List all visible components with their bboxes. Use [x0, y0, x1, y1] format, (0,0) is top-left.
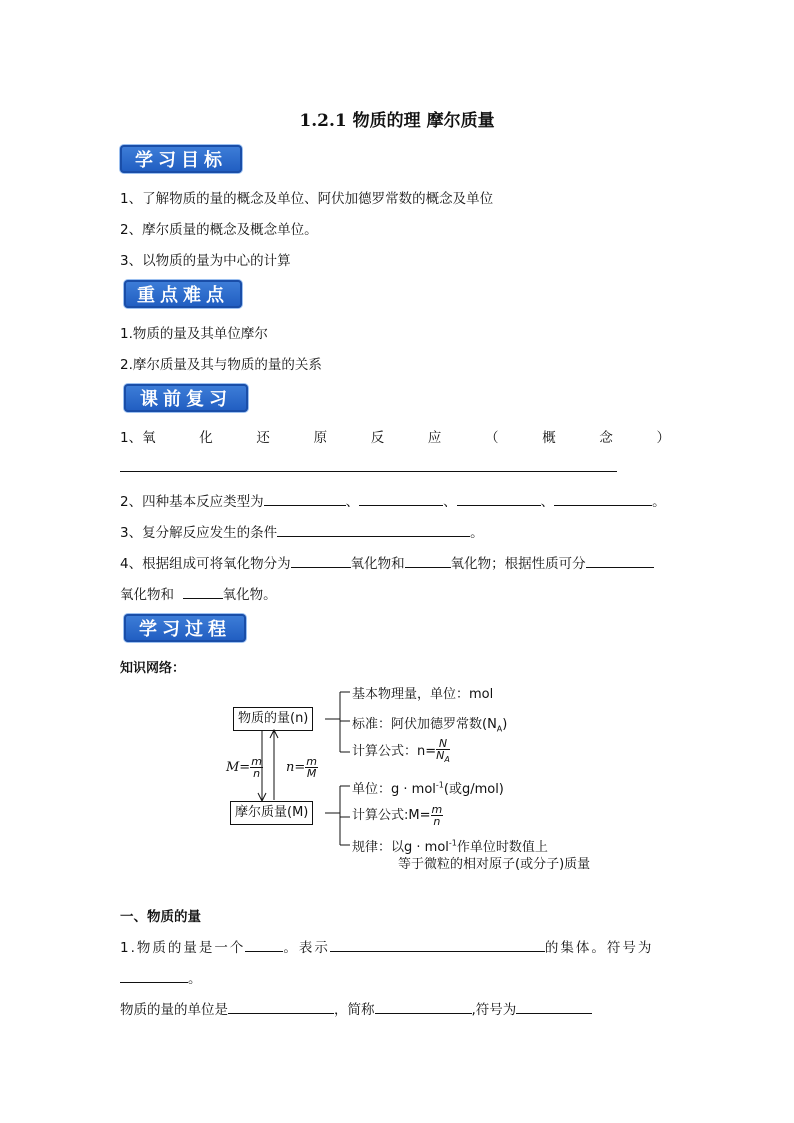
answer-blank[interactable] — [375, 999, 472, 1014]
answer-blank[interactable] — [245, 937, 283, 952]
knowledge-network-label: 知识网络： — [120, 661, 186, 676]
part1-line1: 1.物质的量是一个 。表示 的集体。符号为 — [120, 936, 653, 956]
diagram-item-rule-line2: 等于微粒的相对原子(或分子)质量 — [398, 857, 591, 872]
answer-blank[interactable] — [228, 999, 334, 1014]
goal-item: 1、了解物质的量的概念及单位、阿伏加德罗常数的概念及单位 — [120, 191, 494, 207]
part1-line3: 物质的量的单位是 ，简称 ,符号为 — [120, 998, 592, 1018]
page-title: 1.2.1 物质的理 摩尔质量 — [299, 111, 495, 131]
section-badge-process: 学习过程 — [124, 614, 246, 642]
section-badge-key: 重点难点 — [124, 280, 242, 308]
diagram-item-rule: 规律：以g · mol$^{-1}$作单位时数值上 — [352, 838, 548, 855]
review-q4: 4、根据组成可将氧化物分为 氧化物和 氧化物；根据性质可分 — [120, 552, 654, 572]
fraction-N-over-NA: $\frac{N}{N_A}$ — [436, 737, 450, 765]
review-q3: 3、复分解反应发生的条件 。 — [120, 521, 484, 541]
diagram-item-formula-n: 计算公式：n= $\frac{N}{N_A}$ — [352, 737, 450, 765]
goal-item: 2、摩尔质量的概念及概念单位。 — [120, 222, 318, 238]
diagram-item-standard: 标准：阿伏加德罗常数$(N_A)$ — [352, 717, 508, 734]
formula-M-equals: M= $\frac{m}{n}$ — [226, 755, 262, 780]
box-molar-mass: 摩尔质量(M) — [230, 801, 313, 825]
diagram-item-formula-M: 计算公式:M= $\frac{m}{n}$ — [352, 803, 443, 828]
answer-blank[interactable] — [516, 999, 592, 1014]
formula-n-equals: n= $\frac{m}{M}$ — [286, 755, 317, 780]
answer-blank[interactable] — [120, 968, 188, 983]
review-q1: 1、氧 化 还 原 反 应 （ 概 念 ） — [120, 430, 670, 446]
box-amount-of-substance: 物质的量(n) — [233, 707, 313, 731]
diagram-item-unit: 单位：g · mol$^{-1}$(或g/mol) — [352, 780, 504, 797]
section-badge-goals: 学习目标 — [120, 145, 242, 173]
review-q4-cont: 氧化物和 氧化物。 — [120, 583, 277, 603]
goal-item: 3、以物质的量为中心的计算 — [120, 253, 291, 269]
section-badge-review: 课前复习 — [124, 384, 248, 412]
part1-line2: 。 — [120, 967, 202, 987]
key-point-item: 2.摩尔质量及其与物质的量的关系 — [120, 357, 322, 373]
key-point-item: 1.物质的量及其单位摩尔 — [120, 326, 268, 342]
review-q2: 2、四种基本反应类型为 、 、 、 。 — [120, 490, 666, 510]
answer-blank[interactable] — [330, 937, 545, 952]
diagram-item-basic-quantity: 基本物理量，单位：mol — [352, 687, 494, 702]
section-heading-part1: 一、物质的量 — [120, 909, 201, 925]
